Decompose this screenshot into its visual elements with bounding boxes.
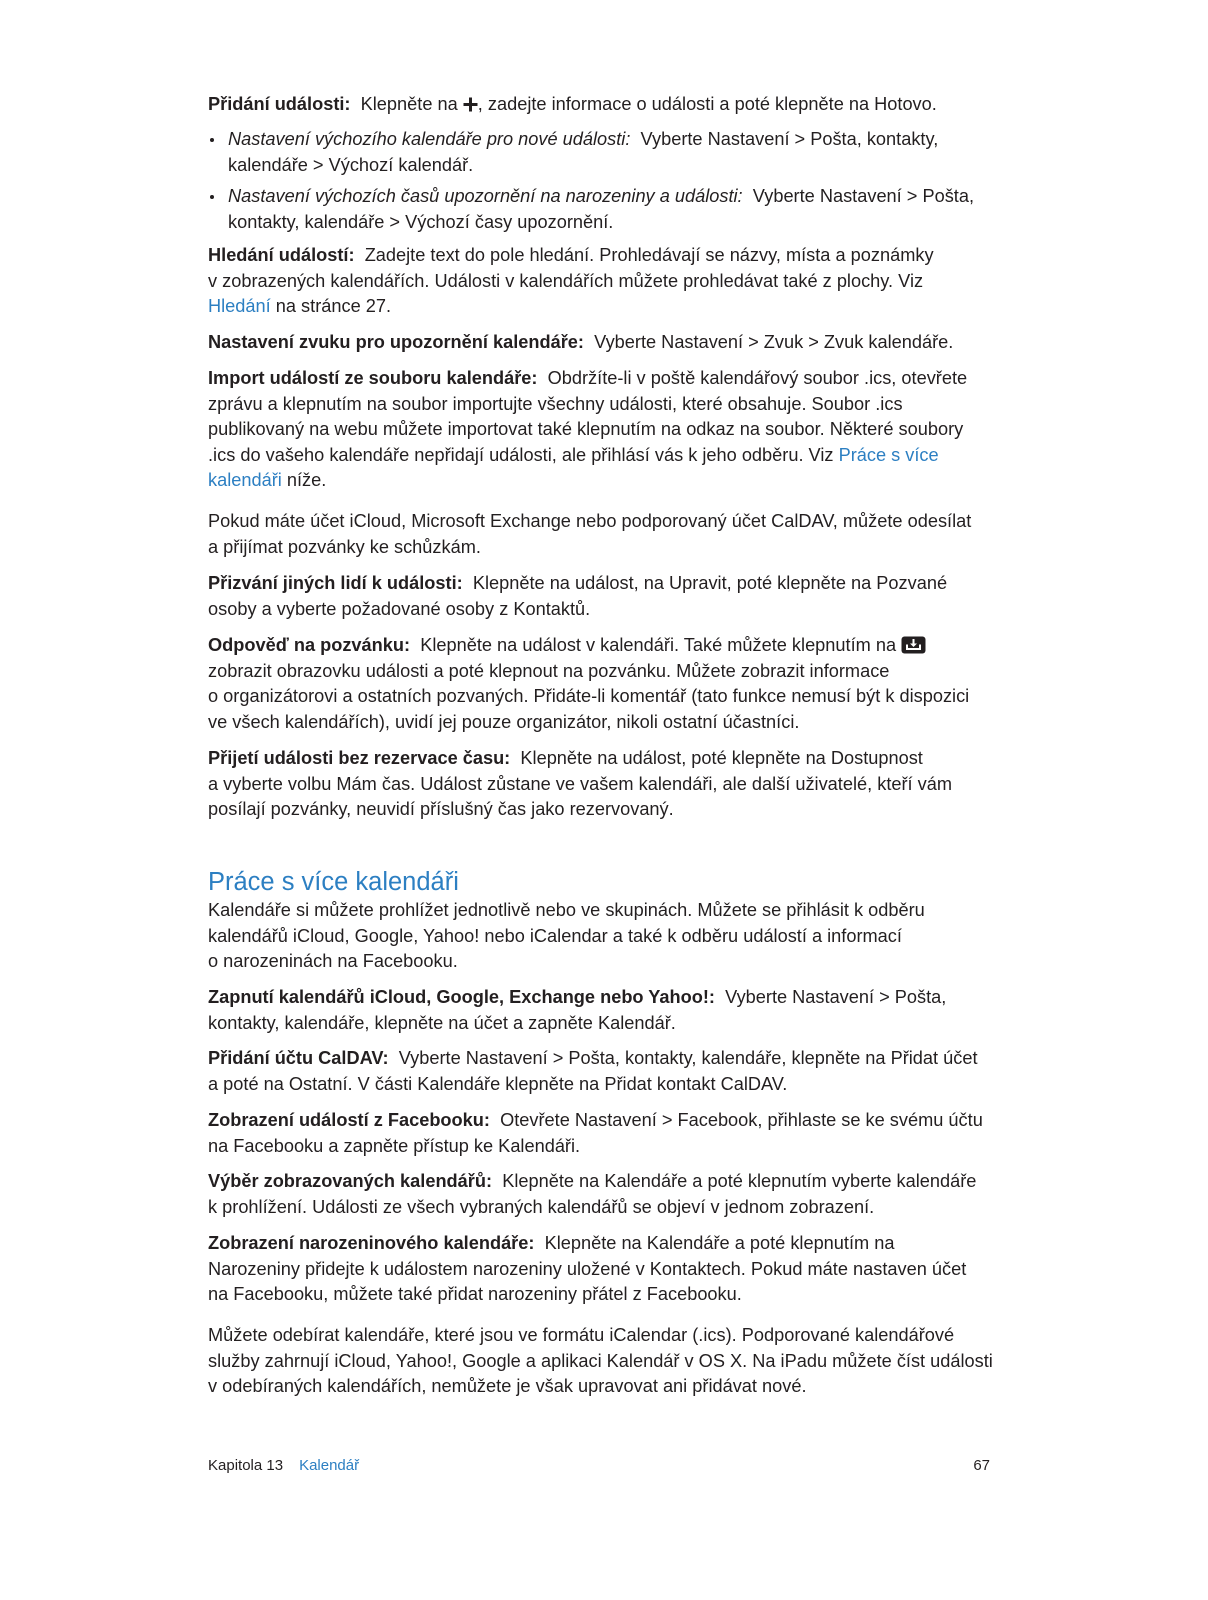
paragraph-birthdays-calendar <box>208 1231 1008 1308</box>
text-line: zobrazit obrazovku události a poté klepnout na pozvánku. Můžete zobrazit informace <box>208 660 890 681</box>
paragraph-accept-without-reserving <box>208 746 1008 823</box>
inbox-icon <box>901 636 926 654</box>
text-line <box>208 571 1008 597</box>
bullet-marker <box>210 195 214 199</box>
body-text: Klepněte na událost, na Upravit, poté klepněte na Pozvané <box>472 573 948 593</box>
lead-label: Nastavení zvuku pro upozornění kalendáře: <box>208 332 584 352</box>
link-search[interactable]: Hledání <box>208 296 271 317</box>
text-line <box>208 127 1008 153</box>
lead-label: Hledání událostí: <box>208 245 355 265</box>
text-line: na Facebooku a zapněte přístup ke Kalendáři. <box>208 1135 581 1156</box>
lead-label: Nastavení výchozích časů upozornění na narozeniny a události: <box>228 186 743 206</box>
paragraph-invite-others <box>208 571 1008 622</box>
body-text: .ics do vašeho kalendáře nepřidají události, ale přihlásí vás k jeho odběru. Viz <box>208 444 834 465</box>
body-text: Zadejte text do pole hledání. Prohledávají se názvy, místa a poznámky <box>364 245 934 265</box>
paragraph-search-events <box>208 243 1008 320</box>
text-line: osoby a vyberte požadované osoby z Kontaktů. <box>208 598 591 619</box>
lead-label: Nastavení výchozího kalendáře pro nové události: <box>228 129 631 149</box>
text-line: služby zahrnují iCloud, Yahoo!, Google a aplikaci Kalendář v OS X. Na iPadu můžete číst události <box>208 1350 993 1371</box>
paragraph-enable-calendars <box>208 985 1008 1036</box>
text-line: publikovaný na webu můžete importovat také klepnutím na odkaz na soubor. Některé soubory <box>208 419 964 440</box>
section-heading: Práce s více kalendáři <box>208 868 459 896</box>
text-line: a přijímat pozvánky ke schůzkám. <box>208 536 481 557</box>
text-line <box>208 294 1008 320</box>
text-line: a poté na Ostatní. V části Kalendáře klepněte na Přidat kontakt CalDAV. <box>208 1073 788 1094</box>
body-text: Klepněte na událost v kalendáři. Také můžete klepnutím na <box>420 635 897 655</box>
paragraph-add-caldav <box>208 1046 1008 1097</box>
text-line: o narozeninách na Facebooku. <box>208 951 458 972</box>
body-text: Vyberte Nastavení > Pošta, <box>725 987 947 1007</box>
text-line: Narozeniny přidejte k událostem narozeniny uložené v Kontaktech. Pokud máte nastaven účet <box>208 1258 967 1279</box>
body-text: Klepněte na Kalendáře a poté klepnutím vyberte kalendáře <box>502 1171 977 1191</box>
text-line <box>208 985 1008 1011</box>
paragraph-invitations-intro <box>208 509 1008 560</box>
text-line: kalendářů iCloud, Google, Yahoo! nebo iCalendar a také k odběru událostí a informací <box>208 925 902 946</box>
plus-icon <box>463 94 478 109</box>
text-line: k prohlížení. Události ze všech vybraných kalendářů se objeví v jednom zobrazení. <box>208 1196 875 1217</box>
text-line <box>208 468 1008 494</box>
lead-label: Výběr zobrazovaných kalendářů: <box>208 1171 493 1191</box>
body-text: , zadejte informace o události a poté klepněte na Hotovo. <box>477 94 937 114</box>
chapter-label: Kapitola 13 <box>208 1457 284 1474</box>
link-multiple-calendars[interactable]: kalendáři <box>208 470 282 491</box>
body-text: níže. <box>286 470 327 491</box>
link-multiple-calendars[interactable]: Práce s více <box>838 444 939 465</box>
chapter-title-link[interactable]: Kalendář <box>299 1457 360 1474</box>
paragraph-section-intro <box>208 898 1008 975</box>
text-line: o organizátorovi a ostatních pozvaných. Přidáte-li komentář (tato funkce nemusí být k dispozici <box>208 686 970 707</box>
text-line: Můžete odebírat kalendáře, které jsou ve formátu iCalendar (.ics). Podporované kalendářové <box>208 1325 955 1345</box>
text-line: ve všech kalendářích), uvidí jej pouze organizátor, nikoli ostatní účastníci. <box>208 711 800 732</box>
text-line: v odebíraných kalendářích, nemůžete je však upravovat ani přidávat nové. <box>208 1376 807 1397</box>
lead-label: Přidání účtu CalDAV: <box>208 1048 389 1068</box>
text-line: na Facebooku, můžete také přidat narozeniny přátel z Facebooku. <box>208 1284 742 1305</box>
body-text: Klepněte na Kalendáře a poté klepnutím na <box>544 1233 895 1253</box>
text-line: Kalendáře si můžete prohlížet jednotlivě nebo ve skupinách. Můžete se přihlásit k odběru <box>208 900 925 920</box>
text-line <box>208 1046 1008 1072</box>
lead-label: Přijetí události bez rezervace času: <box>208 748 511 768</box>
lead-label: Zobrazení událostí z Facebooku: <box>208 1110 490 1130</box>
paragraph-choose-calendars <box>208 1169 1008 1220</box>
bullet-alert-times <box>208 184 1008 235</box>
lead-label: Zapnutí kalendářů iCloud, Google, Exchange nebo Yahoo!: <box>208 987 715 1007</box>
paragraph-add-event <box>208 92 1008 118</box>
body-text: Otevřete Nastavení > Facebook, přihlaste se ke svému účtu <box>500 1110 983 1130</box>
lead-label: Přidání události: <box>208 94 351 114</box>
text-line <box>208 184 1008 210</box>
lead-label: Odpověď na pozvánku: <box>208 635 411 655</box>
text-line <box>208 633 1008 659</box>
text-line: kalendáře > Výchozí kalendář. <box>228 154 474 175</box>
body-text: Vyberte Nastavení > Zvuk > Zvuk kalendáře. <box>594 332 954 352</box>
text-line: kontakty, kalendáře > Výchozí časy upozornění. <box>228 211 614 232</box>
page-footer <box>208 1456 990 1476</box>
text-line <box>208 1169 1008 1195</box>
paragraph-subscribe-calendars <box>208 1323 1008 1400</box>
text-line: Pokud máte účet iCloud, Microsoft Exchange nebo podporovaný účet CalDAV, můžete odesílat <box>208 511 972 531</box>
text-line: a vyberte volbu Mám čas. Událost zůstane ve vašem kalendáři, ale další uživatelé, kteří vám <box>208 773 953 794</box>
text-line: kontakty, kalendáře, klepněte na účet a zapněte Kalendář. <box>208 1012 676 1033</box>
body-text: Vyberte Nastavení > Pošta, kontakty, kalendáře, klepněte na Přidat účet <box>398 1048 978 1068</box>
text-line <box>208 1108 1008 1134</box>
text-line <box>208 746 1008 772</box>
body-text: Klepněte na <box>360 94 458 114</box>
text-line <box>208 330 1008 356</box>
body-text: Obdržíte-li v poště kalendářový soubor .ics, otevřete <box>547 368 968 388</box>
paragraph-facebook-events <box>208 1108 1008 1159</box>
body-text: Vyberte Nastavení > Pošta, <box>752 186 975 206</box>
text-line <box>208 1231 1008 1257</box>
text-line <box>208 243 1008 269</box>
paragraph-alert-sound <box>208 330 1008 356</box>
lead-label: Přizvání jiných lidí k události: <box>208 573 463 593</box>
text-line: posílají pozvánky, neuvidí příslušný čas jako rezervovaný. <box>208 799 674 820</box>
body-text: na stránce 27. <box>275 296 392 317</box>
text-line <box>208 443 1008 469</box>
body-text: Vyberte Nastavení > Pošta, kontakty, <box>640 129 939 149</box>
page-number: 67 <box>973 1457 990 1474</box>
bullet-default-calendar <box>208 127 1008 178</box>
lead-label: Import událostí ze souboru kalendáře: <box>208 368 538 388</box>
bullet-marker <box>210 138 214 142</box>
paragraph-reply-invitation <box>208 633 1008 735</box>
text-line <box>208 92 1008 118</box>
body-text: Klepněte na událost, poté klepněte na Dostupnost <box>520 748 923 768</box>
text-line: zprávu a klepnutím na soubor importujte všechny události, které obsahuje. Soubor .ics <box>208 393 903 414</box>
lead-label: Zobrazení narozeninového kalendáře: <box>208 1233 535 1253</box>
text-line: v zobrazených kalendářích. Události v kalendářích můžete prohledávat také z plochy. Viz <box>208 270 924 291</box>
paragraph-import-events <box>208 366 1008 494</box>
text-line <box>208 366 1008 392</box>
